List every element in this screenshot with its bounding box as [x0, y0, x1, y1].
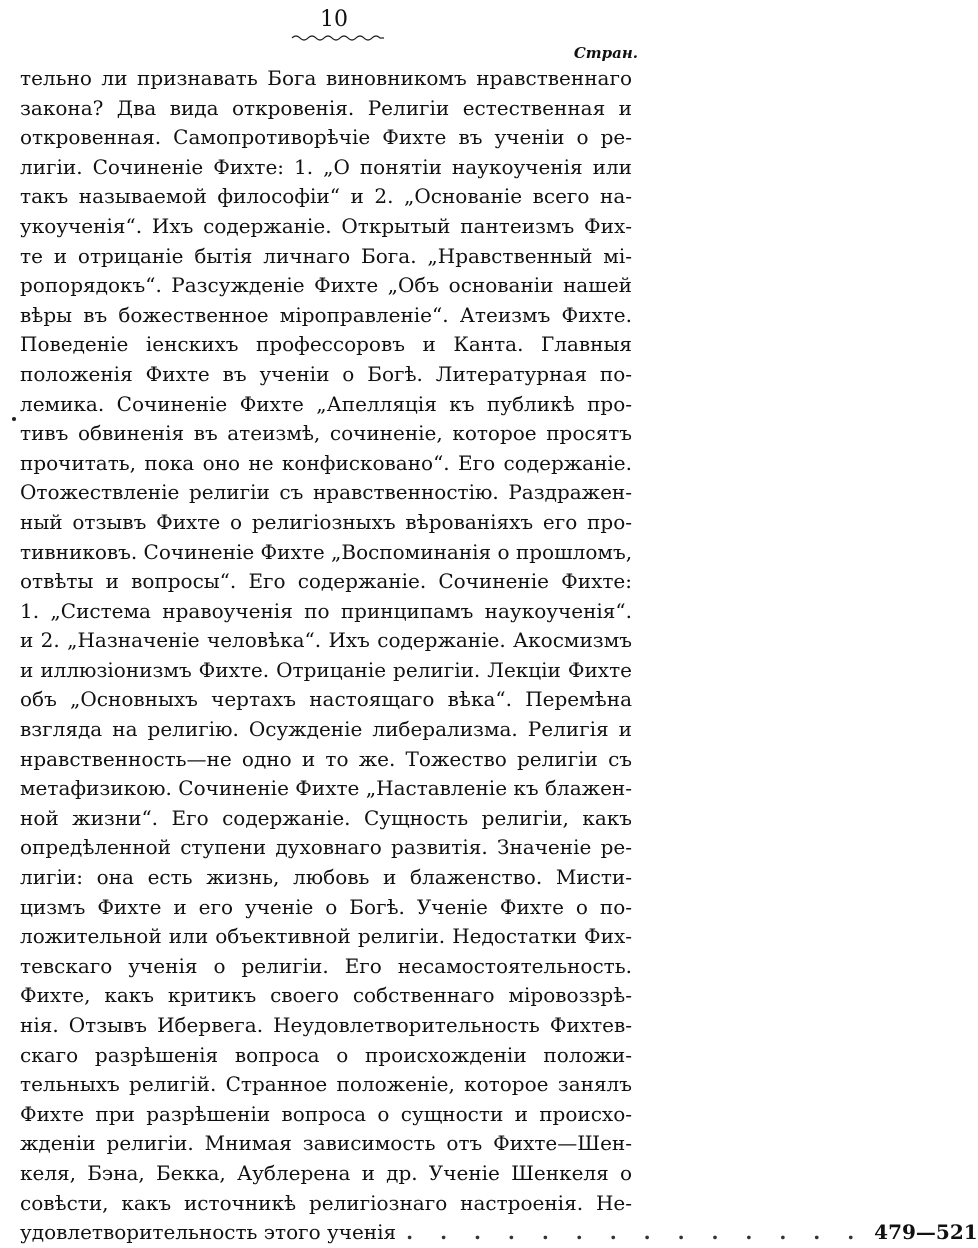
wavy-ornament-icon	[292, 34, 384, 42]
margin-dot	[12, 417, 16, 421]
page-number: 10	[320, 7, 348, 32]
text-line: ропорядокъ“. Разсужденіе Фихте „Объ основаніи нашей	[20, 273, 632, 298]
text-line: лигіи. Сочиненіе Фихте: 1. „О понятіи наукоученія или	[20, 154, 632, 179]
text-line: и иллюзіонизмъ Фихте. Отрицаніе религіи. Лекціи Фихте	[20, 657, 632, 682]
text-line: Фихте, какъ критикъ своего собственнаго міровоззрѣ-	[20, 983, 632, 1008]
text-line: жденіи религіи. Мнимая зависимость отъ Фихте—Шен-	[20, 1131, 632, 1156]
text-line: ной жизни“. Его содержаніе. Сущность религіи, какъ	[20, 805, 632, 830]
text-line: такъ называемой философіи“ и 2. „Основаніе всего на-	[20, 184, 632, 209]
text-line: закона? Два вида откровенія. Религіи естественная и	[20, 95, 632, 120]
text-line: отвѣты и вопросы“. Его содержаніе. Сочиненіе Фихте:	[20, 569, 632, 594]
text-line: откровенная. Самопротиворѣчіе Фихте въ ученіи о ре-	[20, 125, 632, 150]
text-line: скаго разрѣшенія вопроса о происхожденіи положи-	[20, 1042, 632, 1067]
text-line: тивниковъ. Сочиненіе Фихте „Воспоминанія о прошломъ,	[20, 539, 633, 564]
text-line: тевскаго ученія о религіи. Его несамостоятельность.	[20, 953, 632, 978]
text-line: тивъ обвиненія въ атеизмѣ, сочиненіе, которое просятъ	[20, 421, 632, 446]
text-line: метафизикою. Сочиненіе Фихте „Наставленіе къ блажен-	[20, 776, 632, 801]
text-line: Отожествленіе религіи съ нравственностію. Раздражен-	[20, 480, 632, 505]
text-line: лигіи: она есть жизнь, любовь и блаженство. Мисти-	[20, 865, 632, 890]
page-range: 479—521	[874, 1220, 978, 1245]
text-line: укоученія“. Ихъ содержаніе. Открытый пантеизмъ Фих-	[20, 213, 632, 238]
text-line: прочитать, пока оно не конфисковано“. Его содержаніе.	[20, 450, 632, 475]
text-line: положенія Фихте въ ученіи о Богѣ. Литературная по-	[20, 361, 632, 386]
text-line: опредѣленной ступени духовнаго развитія. Значеніе ре-	[20, 835, 632, 860]
text-line: нія. Отзывъ Ибервега. Неудовлетворительность Фихтев-	[20, 1013, 632, 1037]
text-line: нравственность—не одно и то же. Тожество религіи съ	[20, 746, 632, 771]
contents-body	[20, 64, 978, 1248]
text-line: цизмъ Фихте и его ученіе о Богѣ. Ученіе Фихте о по-	[20, 894, 632, 919]
text-line: тельно ли признавать Бога виновникомъ нравственнаго	[20, 66, 632, 90]
text-line: Поведеніе іенскихъ профессоровъ и Канта. Главныя	[20, 332, 632, 357]
text-line: келя, Бэна, Бекка, Аублерена и др. Ученіе Шенкеля о	[20, 1160, 632, 1185]
text-line: 1. „Система нравоученія по принципамъ наукоученія“.	[20, 598, 632, 623]
text-line: ложительной или объективной религіи. Недостатки Фих-	[20, 924, 632, 949]
text-line: Фихте при разрѣшеніи вопроса о сущности и происхо-	[20, 1101, 632, 1126]
text-line: тельныхъ религій. Странное положеніе, которое занялъ	[20, 1072, 632, 1097]
column-label: Стран.	[573, 44, 638, 62]
text-line: те и отрицаніе бытія личнаго Бога. „Нравственный мі-	[20, 243, 632, 268]
final-entry-text: удовлетворительность этого ученія	[20, 1220, 397, 1245]
text-line: вѣры въ божественное міроправленіе“. Атеизмъ Фихте.	[20, 302, 632, 327]
text-line: взгляда на религію. Осужденіе либерализма. Религія и	[20, 717, 632, 742]
text-line: и 2. „Назначеніе человѣка“. Ихъ содержаніе. Акосмизмъ	[20, 628, 632, 653]
text-line: ный отзывъ Фихте о религіозныхъ вѣрованіяхъ его про-	[20, 509, 632, 534]
text-line: лемика. Сочиненіе Фихте „Апелляція къ публикѣ про-	[20, 391, 632, 416]
text-line: совѣсти, какъ источникѣ религіознаго настроенія. Не-	[20, 1190, 632, 1215]
final-entry-line	[20, 1218, 978, 1248]
text-line: объ „Основныхъ чертахъ настоящаго вѣка“. Перемѣна	[20, 687, 632, 712]
dot-leader: . . . . . . . . . . . . . .	[406, 1220, 865, 1245]
